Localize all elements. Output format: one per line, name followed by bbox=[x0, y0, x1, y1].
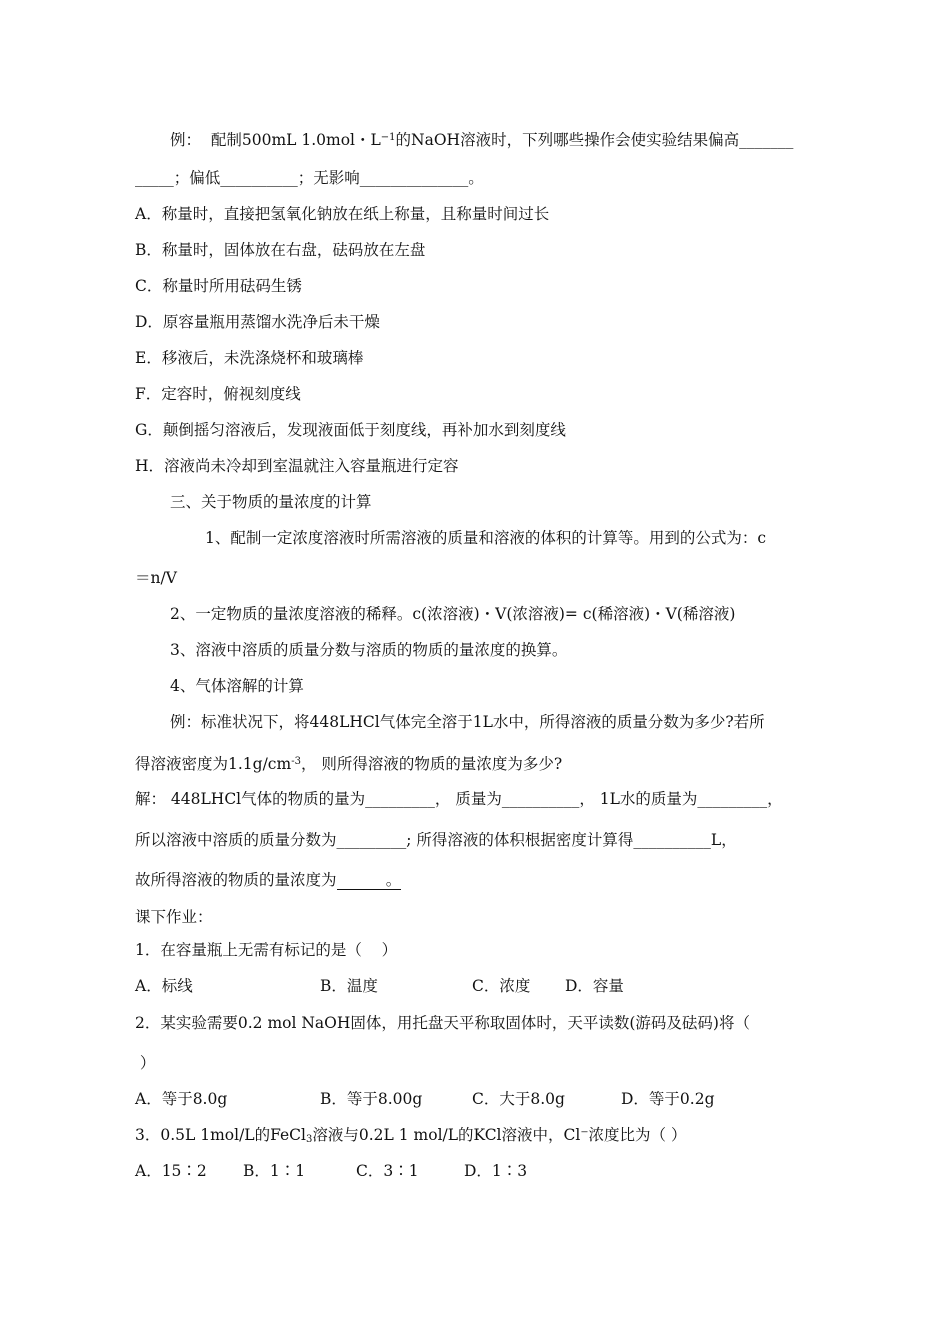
section3-item1-line1: 1、配制一定浓度溶液时所需溶液的质量和溶液的体积的计算等。用到的公式为：c bbox=[205, 529, 767, 547]
q3-option-d: D．1∶3 bbox=[464, 1162, 528, 1180]
q3-stem-prefix: 3．0.5L 1mol/L的FeCl bbox=[135, 1126, 306, 1144]
section3-item1-line2: ＝n/V bbox=[135, 569, 177, 587]
solution-line3-blank: 。 bbox=[336, 871, 402, 889]
q1-option-d: D．容量 bbox=[565, 977, 624, 995]
example2-line1: 例：标准状况下，将448LHCl气体完全溶于1L水中，所得溶液的质量分数为多少?若所 bbox=[170, 713, 765, 731]
section3-item3: 3、溶液中溶质的质量分数与溶质的物质的量浓度的换算。 bbox=[170, 641, 568, 659]
solution-line3-text: 故所得溶液的物质的量浓度为 bbox=[135, 871, 337, 889]
q2-stem-cont: ） bbox=[135, 1054, 156, 1072]
q2-option-d: D．等于0.2g bbox=[621, 1090, 715, 1108]
example1-line2: _____；偏低__________；无影响______________。 bbox=[135, 169, 484, 187]
q2-option-b: B．等于8.00g bbox=[320, 1090, 423, 1108]
q1-option-b: B．温度 bbox=[320, 977, 378, 995]
example1-line1-suffix: 的NaOH溶液时，下列哪些操作会使实验结果偏高_______ bbox=[395, 131, 794, 149]
example1-option-f: F．定容时，俯视刻度线 bbox=[135, 385, 301, 403]
example1-option-b: B．称量时，固体放在右盘，砝码放在左盘 bbox=[135, 241, 426, 259]
example1-option-c: C．称量时所用砝码生锈 bbox=[135, 277, 302, 295]
solution-line1: 解： 448LHCl气体的物质的量为_________， 质量为__________， 1L水的质量为_________， bbox=[135, 790, 783, 808]
solution-line2: 所以溶液中溶质的质量分数为_________; 所得溶液的体积根据密度计算得__________L， bbox=[135, 831, 737, 849]
q1-option-c: C．浓度 bbox=[472, 977, 531, 995]
section3-item2: 2、一定物质的量浓度溶液的稀释。c(浓溶液)・V(浓溶液)= c(稀溶液)・V(稀溶液) bbox=[170, 605, 736, 623]
q1-stem: 1．在容量瓶上无需有标记的是（ ） bbox=[135, 941, 398, 959]
example1-line1 bbox=[170, 127, 793, 151]
q3-option-b: B．1∶1 bbox=[243, 1162, 306, 1180]
solution-line3 bbox=[135, 869, 401, 891]
q3-option-c: C．3∶1 bbox=[356, 1162, 419, 1180]
q3-stem bbox=[135, 1124, 686, 1151]
q3-stem-suffix: 溶液与0.2L 1 mol/L的KCl溶液中，Cl⁻浓度比为（ ） bbox=[312, 1126, 687, 1144]
example1-option-g: G．颠倒摇匀溶液后，发现液面低于刻度线，再补加水到刻度线 bbox=[135, 421, 566, 439]
q2-option-c: C．大于8.0g bbox=[472, 1090, 565, 1108]
example2-line2 bbox=[135, 751, 562, 775]
example1-line1-prefix: 例： 配制500mL 1.0mol・L bbox=[170, 131, 381, 149]
q2-stem: 2．某实验需要0.2 mol NaOH固体，用托盘天平称取固体时，天平读数(游码及砝码)将（ bbox=[135, 1014, 750, 1032]
example2-line2-prefix: 得溶液密度为1.1g/cm bbox=[135, 755, 292, 773]
q1-option-a: A．标线 bbox=[135, 977, 193, 995]
section3-heading: 三、关于物质的量浓度的计算 bbox=[170, 493, 372, 511]
example2-line2-sup: -3 bbox=[291, 756, 301, 767]
q2-option-a: A．等于8.0g bbox=[135, 1090, 228, 1108]
example2-line2-suffix: ， 则所得溶液的物质的量浓度为多少? bbox=[300, 755, 563, 773]
section3-item4: 4、气体溶解的计算 bbox=[170, 677, 304, 695]
example1-option-a: A．称量时，直接把氢氧化钠放在纸上称量，且称量时间过长 bbox=[135, 205, 550, 223]
example1-option-e: E．移液后，未洗涤烧杯和玻璃棒 bbox=[135, 349, 364, 367]
homework-heading: 课下作业： bbox=[135, 908, 213, 926]
example1-option-h: H．溶液尚未冷却到室温就注入容量瓶进行定容 bbox=[135, 457, 459, 475]
q3-stem-sub: 3 bbox=[306, 1134, 313, 1145]
q3-option-a: A．15∶2 bbox=[135, 1162, 207, 1180]
example1-option-d: D．原容量瓶用蒸馏水洗净后未干燥 bbox=[135, 313, 380, 331]
example1-line1-sup: −1 bbox=[380, 132, 396, 143]
